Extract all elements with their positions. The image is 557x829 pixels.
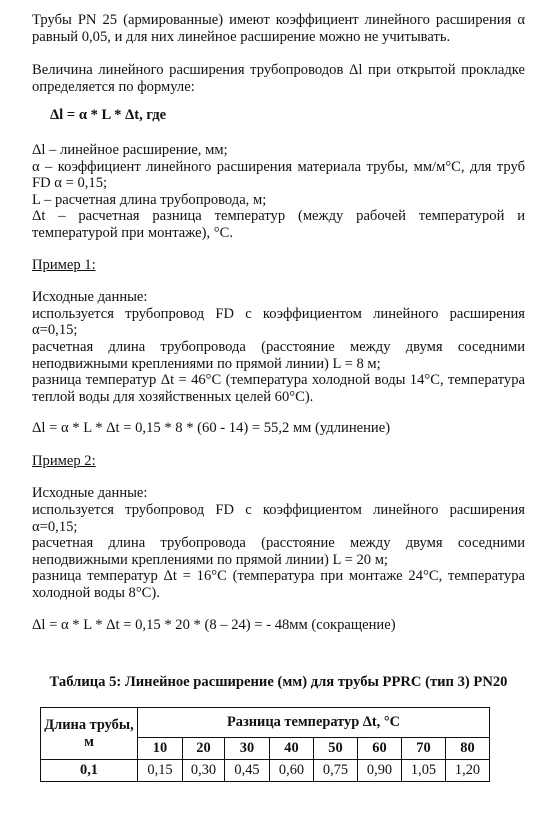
temperature-header-cell: 30 (225, 738, 270, 760)
temperature-header-cell: 80 (446, 738, 490, 760)
example-1-heading: Пример 1: (32, 256, 96, 273)
example-2-result: Δl = α * L * Δt = 0,15 * 20 * (8 – 24) = - 48мм (сокращение) (32, 616, 396, 633)
intro-paragraph-1: Трубы PN 25 (армированные) имеют коэффициент линейного расширения α равный 0,05, и для них линейное расширение можно не учитывать. (32, 12, 525, 45)
value-cell: 0,90 (358, 760, 402, 782)
temperature-header-cell: 60 (358, 738, 402, 760)
definition-dt: Δt – расчетная разница температур (между рабочей температурой и температурой при монтаже), °С. (32, 208, 525, 241)
value-cell: 0,60 (270, 760, 314, 782)
example-1-source-label: Исходные данные: (32, 289, 148, 306)
temperature-header-cell: 10 (138, 738, 183, 760)
length-column-header: Длина трубы, м (41, 708, 138, 760)
example-1-result: Δl = α * L * Δt = 0,15 * 8 * (60 - 14) = 55,2 мм (удлинение) (32, 420, 391, 437)
value-cell: 0,75 (314, 760, 358, 782)
definition-alpha: α – коэффициент линейного расширения материала трубы, мм/м°С, для труб FD α = 0,15; (32, 158, 525, 192)
value-cell: 1,20 (446, 760, 490, 782)
document-body (32, 12, 525, 633)
example-2-heading: Пример 2: (32, 452, 96, 469)
temperature-header-cell: 40 (270, 738, 314, 760)
example-2-line: используется трубопровод FD с коэффициентом линейного расширения α=0,15; (32, 502, 525, 535)
definition-dl: Δl – линейное расширение, мм; (32, 141, 228, 158)
example-1-line: разница температур Δt = 46°С (температура холодной воды 14°С, температура теплой воды для хозяйственных целей 60°С). (32, 372, 525, 405)
definition-l: L – расчетная длина трубопровода, м; (32, 191, 267, 208)
temperature-header-cell: 20 (183, 738, 225, 760)
temperature-header-cell: 50 (314, 738, 358, 760)
table-caption: Таблица 5: Линейное расширение (мм) для трубы PPRC (тип 3) PN20 (49, 674, 508, 690)
example-2-line: расчетная длина трубопровода (расстояние между двумя соседними неподвижными креплениями по прямой линии) L = 20 м; (32, 535, 525, 568)
example-1-line: используется трубопровод FD с коэффициентом линейного расширения α=0,15; (32, 305, 525, 339)
table-row (41, 760, 490, 782)
value-cell: 0,45 (225, 760, 270, 782)
value-cell: 0,30 (183, 760, 225, 782)
expansion-table (40, 707, 490, 782)
row-length-cell: 0,1 (41, 760, 138, 782)
intro-paragraph-2: Величина линейного расширения трубопроводов Δl при открытой прокладке определяется по формуле: (32, 62, 525, 95)
example-2-line: разница температур Δt = 16°С (температура при монтаже 24°С, температура холодной воды 8°С). (32, 568, 525, 602)
example-2-source-label: Исходные данные: (32, 485, 148, 502)
temperature-header-cell: 70 (402, 738, 446, 760)
temperature-group-header: Разница температур Δt, °С (138, 708, 490, 738)
value-cell: 0,15 (138, 760, 183, 782)
example-1-line: расчетная длина трубопровода (расстояние между двумя соседними неподвижными креплениями по прямой линии) L = 8 м; (32, 338, 525, 372)
formula: Δl = α * L * Δt, где (50, 107, 167, 124)
value-cell: 1,05 (402, 760, 446, 782)
